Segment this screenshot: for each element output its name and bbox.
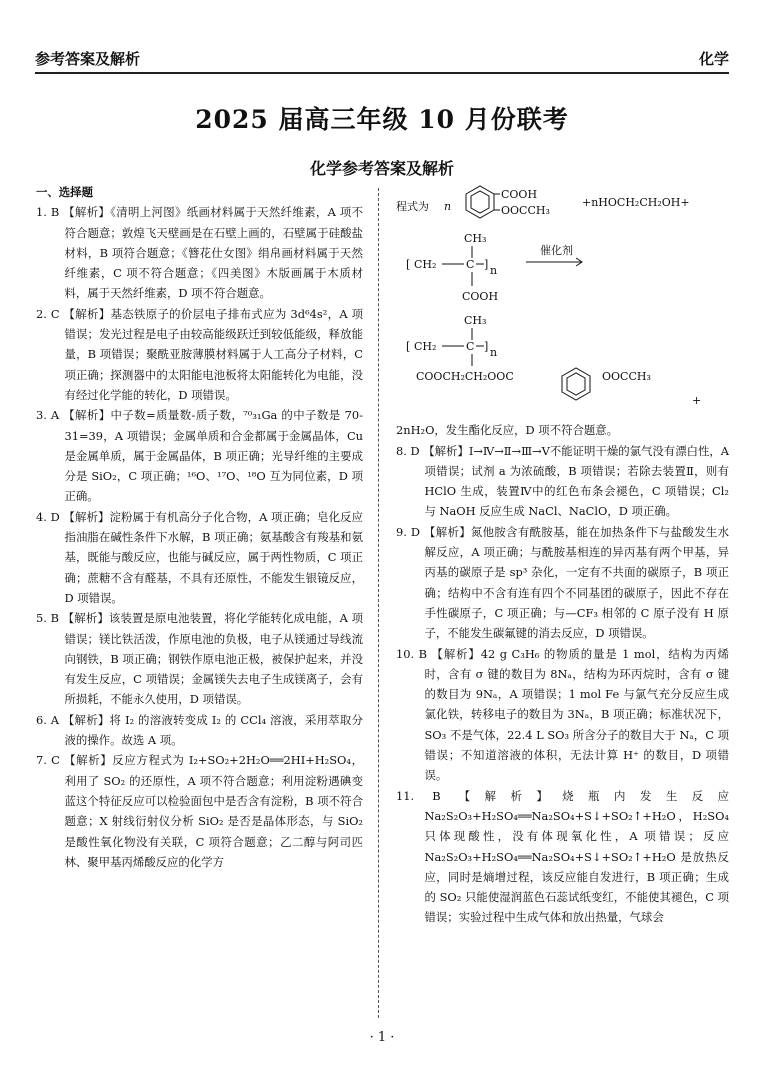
- benzene-ring-1-inner: [471, 191, 489, 213]
- left-column: [36, 182, 363, 872]
- header-left-text: 参考答案及解析: [35, 50, 141, 68]
- column-divider: [378, 188, 379, 1018]
- page-title: 2025 届高三年级 10 月份联考: [195, 105, 569, 134]
- answer-item-9: 9. D 【解析】氮他胺含有酰胺基，能在加热条件下与盐酸发生水解反应，A 项正确；与酰胺基相连的异丙基有两个甲基，异丙基的碳原子是 sp³ 杂化，一定有不共面的碳原子，B 项正确；结构中不含有连有四个不同基团的碳原子，因此不存在手性碳原子，C 项正确；与—CF₃ 相邻的 C 原子没有 H 原子，不能发生碳氟键的消去反应，D 项错误。: [396, 524, 729, 641]
- answer-item-11: 11. B 【解析】烧瓶内发生反应 Na₂S₂O₃+H₂SO₄══Na₂SO₄+S↓+SO₂↑+H₂O，H₂SO₄ 只体现酸性，没有体现氧化性，A 项错误；反应 Na₂S₂O₃+H₂SO₄══Na₂SO₄+S↓+SO₂↑+H₂O 是放热反应，同时是熵增过程，该反应能自发进行，B 项正确；生成的 SO₂ 只能使湿润蓝色石蕊试纸变红，不能使其褪色，C 项错误；实验过程中生成气体和放出热量，气球会: [396, 788, 729, 925]
- poly2-bracket-r: ]: [484, 340, 489, 353]
- eq-intro: 程式为: [396, 200, 429, 213]
- answer-item-6: 6. A 【解析】将 I₂ 的溶液转变成 I₂ 的 CCl₄ 溶液，采用萃取分液的操作。故选 A 项。: [36, 712, 363, 748]
- answer-item-4: 4. D 【解析】淀粉属于有机高分子化合物，A 项正确；皂化反应指油脂在碱性条件下水解，B 项正确；氨基酸含有羧基和氨基，既能与酸反应，也能与碱反应，属于两性物质，C 项正确；蔗糖不含有醛基，不具有还原性，不能发生银镜反应，D 项错误。: [36, 509, 363, 605]
- page-header: [35, 42, 729, 74]
- reaction-equation: [396, 182, 729, 420]
- answer-item-7-tail: 2nH₂O，发生酯化反应，D 项不符合题意。: [396, 423, 619, 438]
- answer-item-5: 5. B 【解析】该装置是原电池装置，将化学能转化成电能，A 项错误；镁比铁活泼，作原电池的负极，电子从镁通过导线流向钢铁，B 项正确；钢铁作原电池正极，被保护起来，并没有发生反应，C 项错误；金属镁失去电子生成镁离子，会有所损耗，不能永久使用，D 项错误。: [36, 611, 363, 707]
- header-subject: 化学: [698, 50, 729, 68]
- reaction-structure-drawing: [396, 182, 729, 414]
- eq-plus: +: [692, 394, 702, 407]
- answer-item-1: 1. B 【解析】《清明上河图》纸画材料属于天然纤维素，A 项不符合题意；敦煌飞天壁画是在石壁上画的，石壁属于硅酸盐材料，B 项符合题意；《簪花仕女图》绢帛画材料属于天然纤维素，C 项不符合题意；《四美图》木版画属于木质材料，属于天然纤维素，D 项不符合题意。: [36, 205, 363, 301]
- eq-n: n: [444, 200, 452, 213]
- poly2-ester: COOCH₂CH₂OOC: [416, 370, 514, 383]
- answer-item-3: 3. A 【解析】中子数=质量数-质子数，⁷⁰₃₁Ga 的中子数是 70-31=39，A 项错误；金属单质和合金都属于金属晶体，Cu 是金属单质，属于金属晶体，B 项正确；光导纤维的主要成分是 SiO₂，C 项正确；¹⁶O、¹⁷O、¹⁸O 互为同位素，D 项正确。: [36, 408, 363, 504]
- poly1-cooh: COOH: [462, 290, 499, 303]
- right-column: [396, 182, 729, 928]
- poly1-n: n: [490, 264, 498, 277]
- eq-oocch3: OOCCH₃: [501, 204, 550, 217]
- poly2-bracket: [: [406, 340, 411, 353]
- page-number: · 1 ·: [369, 1030, 395, 1045]
- answer-item-2: 2. C 【解析】基态铁原子的价层电子排布式应为 3d⁶4s²，A 项错误；发光过程是电子由较高能级跃迁到较低能级，释放能量，B 项错误；聚酰亚胺薄膜材料属于人工高分子材料，C 项正确；探测器中的太阳能电池板将太阳能转化为电能，没有经过化学能的转化，D 项错误。: [36, 306, 363, 402]
- poly2-ch3: CH₃: [464, 314, 487, 327]
- poly1-bracket: [: [406, 258, 411, 271]
- poly2-n: n: [490, 346, 498, 359]
- answer-item-10: 10. B 【解析】42 g C₃H₆ 的物质的量是 1 mol，结构为丙烯时，含有 σ 键的数目为 8Nₐ，结构为环丙烷时，含有 σ 键的数目为 9Nₐ，A 项错误；1 mol Fe 与氯气充分反应生成氯化铁，转移电子的数目为 3Nₐ，B 项正确；标准状况下，SO₃ 不是气体，22.4 L SO₃ 所含分子的数目大于 Nₐ，C 项错误；不知道溶液的体积，无法计算 H⁺ 的数目，D 项错误。: [396, 646, 729, 783]
- benzene-ring-2-inner: [567, 373, 585, 395]
- poly1-c: C: [466, 258, 475, 271]
- eq-glycol: +nHOCH₂CH₂OH+: [582, 196, 690, 209]
- poly1-ch3: CH₃: [464, 232, 487, 245]
- catalyst-label: 催化剂: [540, 244, 573, 257]
- answer-item-8: 8. D 【解析】Ⅰ→Ⅳ→Ⅱ→Ⅲ→Ⅴ不能证明干燥的氯气没有漂白性，A 项错误；试剂 a 为浓硫酸，B 项错误；若除去装置Ⅱ，则有 HClO 生成，装置Ⅳ中的红色布条会褪色，C 项错误；Cl₂ 与 NaOH 反应生成 NaCl、NaClO，D 项正确。: [396, 443, 729, 519]
- section-heading: 一、选择题: [36, 185, 93, 199]
- answer-item-7: 7. C 【解析】反应方程式为 I₂+SO₂+2H₂O══2HI+H₂SO₄，利用了 SO₂ 的还原性，A 项不符合题意；利用淀粉遇碘变蓝这个特征反应可以检验面包中是否含有淀粉，B 项不符合题意；X 射线衍射仪分析 SiO₂ 是否是晶体形态，与 SiO₂ 是酸性氧化物没有关联，C 项符合题意；乙二醇与阿司匹林、聚甲基丙烯酸反应的化学方: [36, 753, 363, 869]
- poly1-bracket-r: ]: [484, 258, 489, 271]
- poly2-oocch3: OOCCH₃: [602, 370, 651, 383]
- page-subtitle: 化学参考答案及解析: [309, 159, 454, 178]
- eq-cooh: COOH: [501, 188, 538, 201]
- poly1-ch2: CH₂: [414, 258, 437, 271]
- poly2-c: C: [466, 340, 475, 353]
- poly2-ch2: CH₂: [414, 340, 437, 353]
